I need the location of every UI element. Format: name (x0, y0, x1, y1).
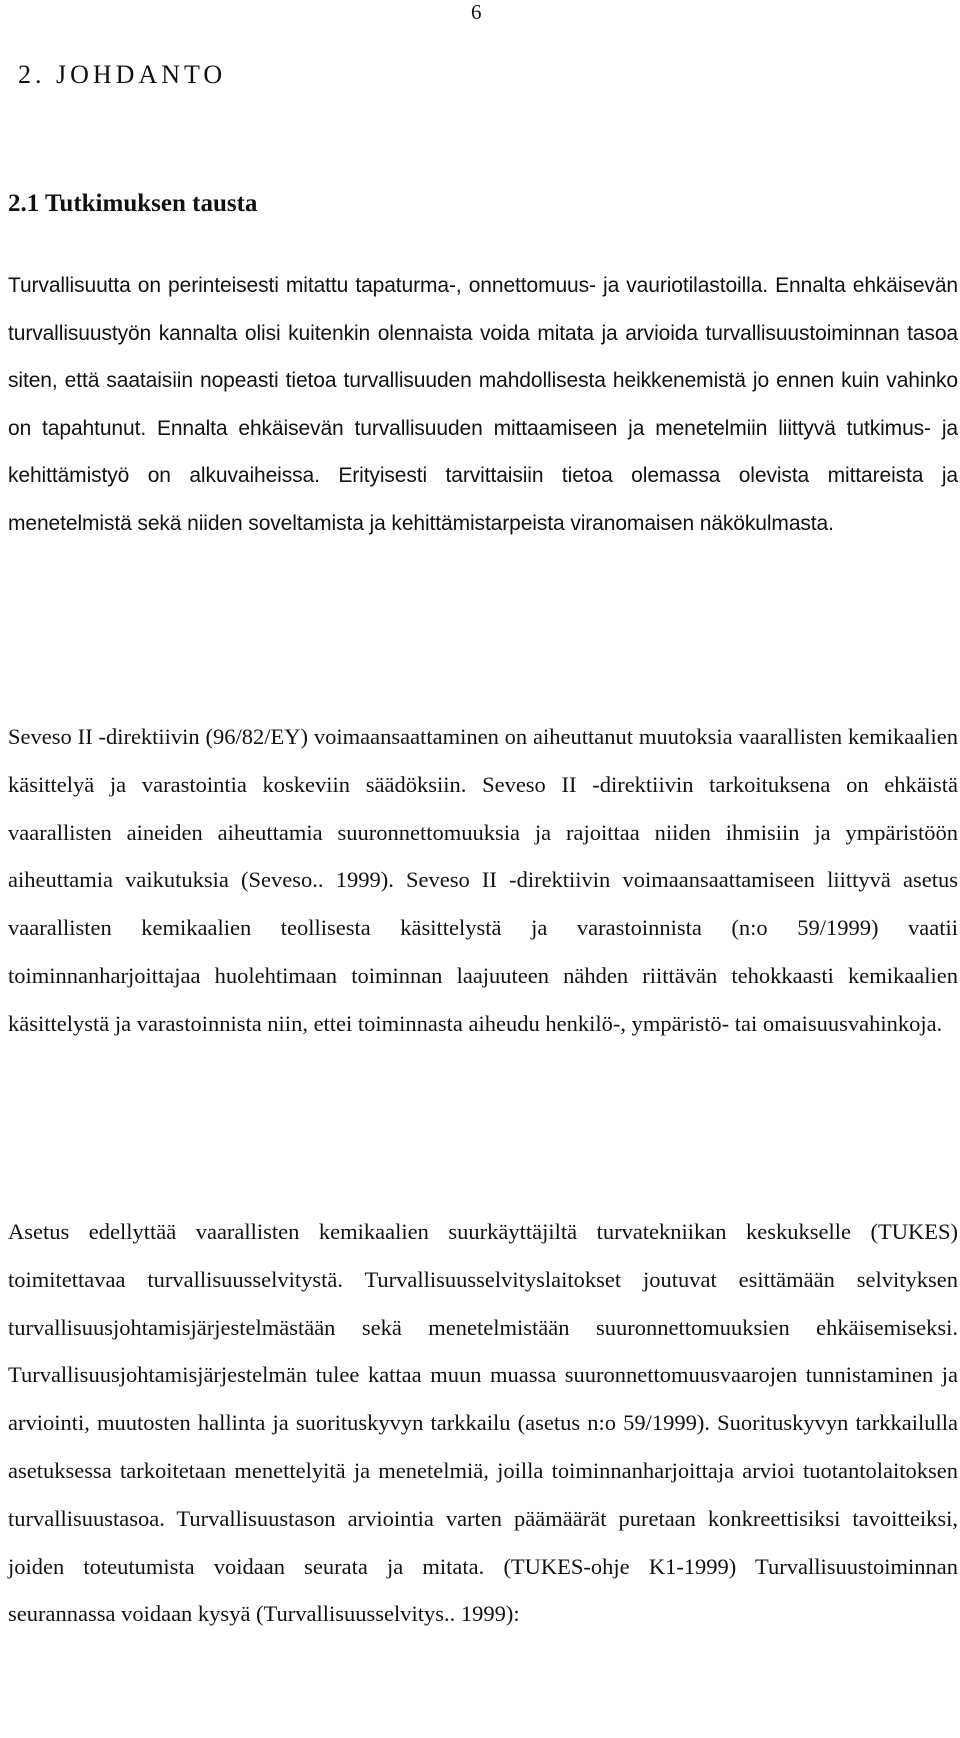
page-number: 6 (471, 0, 482, 24)
paragraph-background: Turvallisuutta on perinteisesti mitattu tapaturma-, onnettomuus- ja vauriotilastoilla. Ennalta ehkäisevän turvallisuustyön kannalta olisi kuitenkin olennaista voida mitata ja arvioida turvallisuustoiminnan tasoa siten, että saataisiin nopeasti tietoa turvallisuuden mahdollisesta heikkenemistä jo ennen kuin vahinko on tapahtunut. Ennalta ehkäisevän turvallisuuden mittaamiseen ja menetelmiin liittyvä tutkimus- ja kehittämistyö on alkuvaiheissa. Erityisesti tarvittaisiin tietoa olemassa olevista mittareista ja menetelmistä sekä niiden soveltamista ja kehittämistarpeista viranomaisen näkökulmasta. (8, 274, 958, 535)
chapter-title: 2. JOHDANTO (18, 60, 227, 89)
paragraph-asetus: Asetus edellyttää vaarallisten kemikaalien suurkäyttäjiltä turvatekniikan keskukselle (TUKES) toimitettavaa turvallisuusselvitystä. Turvallisuusselvityslaitokset joutuvat esittämään selvityksen turvallisuusjohtamisjärjestelmästään sekä menetelmistään suuronnettomuuksien ehkäisemiseksi. Turvallisuusjohtamisjärjestelmän tulee kattaa muun muassa suuronnettomuusvaarojen tunnistaminen ja arviointi, muutosten hallinta ja suorituskyvyn tarkkailu (asetus n:o 59/1999). Suorituskyvyn tarkkailulla asetuksessa tarkoitetaan menettelyitä ja menetelmiä, joilla toiminnanharjoittaja arvioi tuotantolaitoksen turvallisuustasoa. Turvallisuustason arviointia varten päämäärät puretaan konkreettisiksi tavoitteiksi, joiden toteutumista voidaan seurata ja mitata. (TUKES-ohje K1-1999) Turvallisuustoiminnan seurannassa voidaan kysyä (Turvallisuusselvitys.. 1999): (8, 1219, 958, 1627)
paragraph-seveso: Seveso II -direktiivin (96/82/EY) voimaansaattaminen on aiheuttanut muutoksia vaarallisten kemikaalien käsittelyä ja varastointia koskeviin säädöksiin. Seveso II -direktiivin tarkoituksena on ehkäistä vaarallisten aineiden aiheuttamia suuronnettomuuksia ja rajoittaa niiden ihmisiin ja ympäristöön aiheuttamia vaikutuksia (Seveso.. 1999). Seveso II -direktiivin voimaansaattamiseen liittyvä asetus vaarallisten kemikaalien teollisesta käsittelystä ja varastoinnista (n:o 59/1999) vaatii toiminnanharjoittajaa huolehtimaan toiminnan laajuuteen nähden riittävän tehokkaasti kemikaalien käsittelystä ja varastoinnista niin, ettei toiminnasta aiheudu henkilö-, ympäristö- tai omaisuusvahinkoja. (8, 724, 958, 1036)
section-title: 2.1 Tutkimuksen tausta (8, 190, 258, 217)
